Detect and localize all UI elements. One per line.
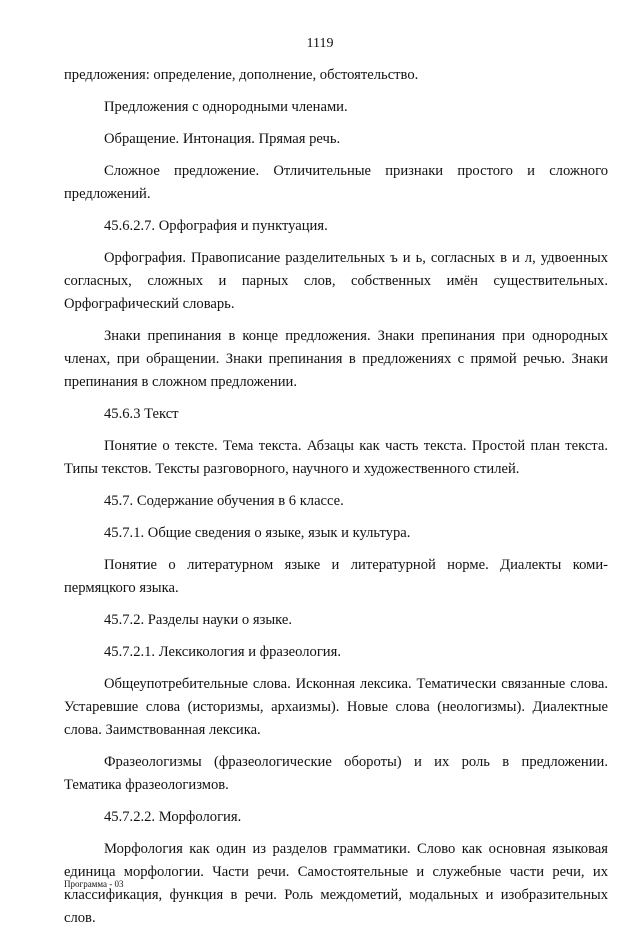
paragraph: Общеупотребительные слова. Исконная лексика. Тематически связанные слова. Устаревшие слова (историзмы, архаизмы). Новые слова (неологизмы). Диалектные слова. Заимствованная лексика.	[64, 676, 608, 738]
section-heading: 45.7.2.2. Морфология.	[104, 809, 242, 825]
paragraph: Обращение. Интонация. Прямая речь.	[104, 131, 341, 147]
paragraph: Сложное предложение. Отличительные признаки простого и сложного предложений.	[64, 163, 608, 202]
document-body	[64, 64, 608, 939]
paragraph: предложения: определение, дополнение, обстоятельство.	[64, 67, 419, 83]
paragraph: Фразеологизмы (фразеологические обороты) и их роль в предложении. Тематика фразеологизмов.	[64, 754, 608, 793]
section-heading: 45.6.3 Текст	[104, 406, 179, 422]
section-heading: 45.7.2.1. Лексикология и фразеология.	[104, 644, 341, 660]
section-heading: 45.6.2.7. Орфография и пунктуация.	[104, 218, 328, 234]
section-heading: 45.7.2. Разделы науки о языке.	[104, 612, 292, 628]
paragraph: Понятие о литературном языке и литературной норме. Диалекты коми-пермяцкого языка.	[64, 557, 608, 596]
section-heading: 45.7.1. Общие сведения о языке, язык и культура.	[104, 525, 411, 541]
footer-label: Программа - 03	[64, 879, 124, 889]
paragraph: Орфография. Правописание разделительных ъ и ь, согласных в и л, удвоенных согласных, сложных и парных слов, собственных имён существительных. Орфографический словарь.	[64, 250, 608, 312]
page-number: 1119	[306, 36, 334, 51]
paragraph: Морфология как один из разделов грамматики. Слово как основная языковая единица морфологии. Части речи. Самостоятельные и служебные части речи, их классификация, функция в речи. Роль междометий, модальных и изобразительных слов.	[64, 841, 608, 926]
section-heading: 45.7. Содержание обучения в 6 классе.	[104, 493, 344, 509]
paragraph: Знаки препинания в конце предложения. Знаки препинания при однородных членах, при обращении. Знаки препинания в предложениях с прямой речью. Знаки препинания в сложном предложении.	[64, 328, 608, 390]
paragraph: Предложения с однородными членами.	[104, 99, 348, 115]
paragraph: Понятие о тексте. Тема текста. Абзацы как часть текста. Простой план текста. Типы текстов. Тексты разговорного, научного и художественного стилей.	[64, 438, 608, 477]
